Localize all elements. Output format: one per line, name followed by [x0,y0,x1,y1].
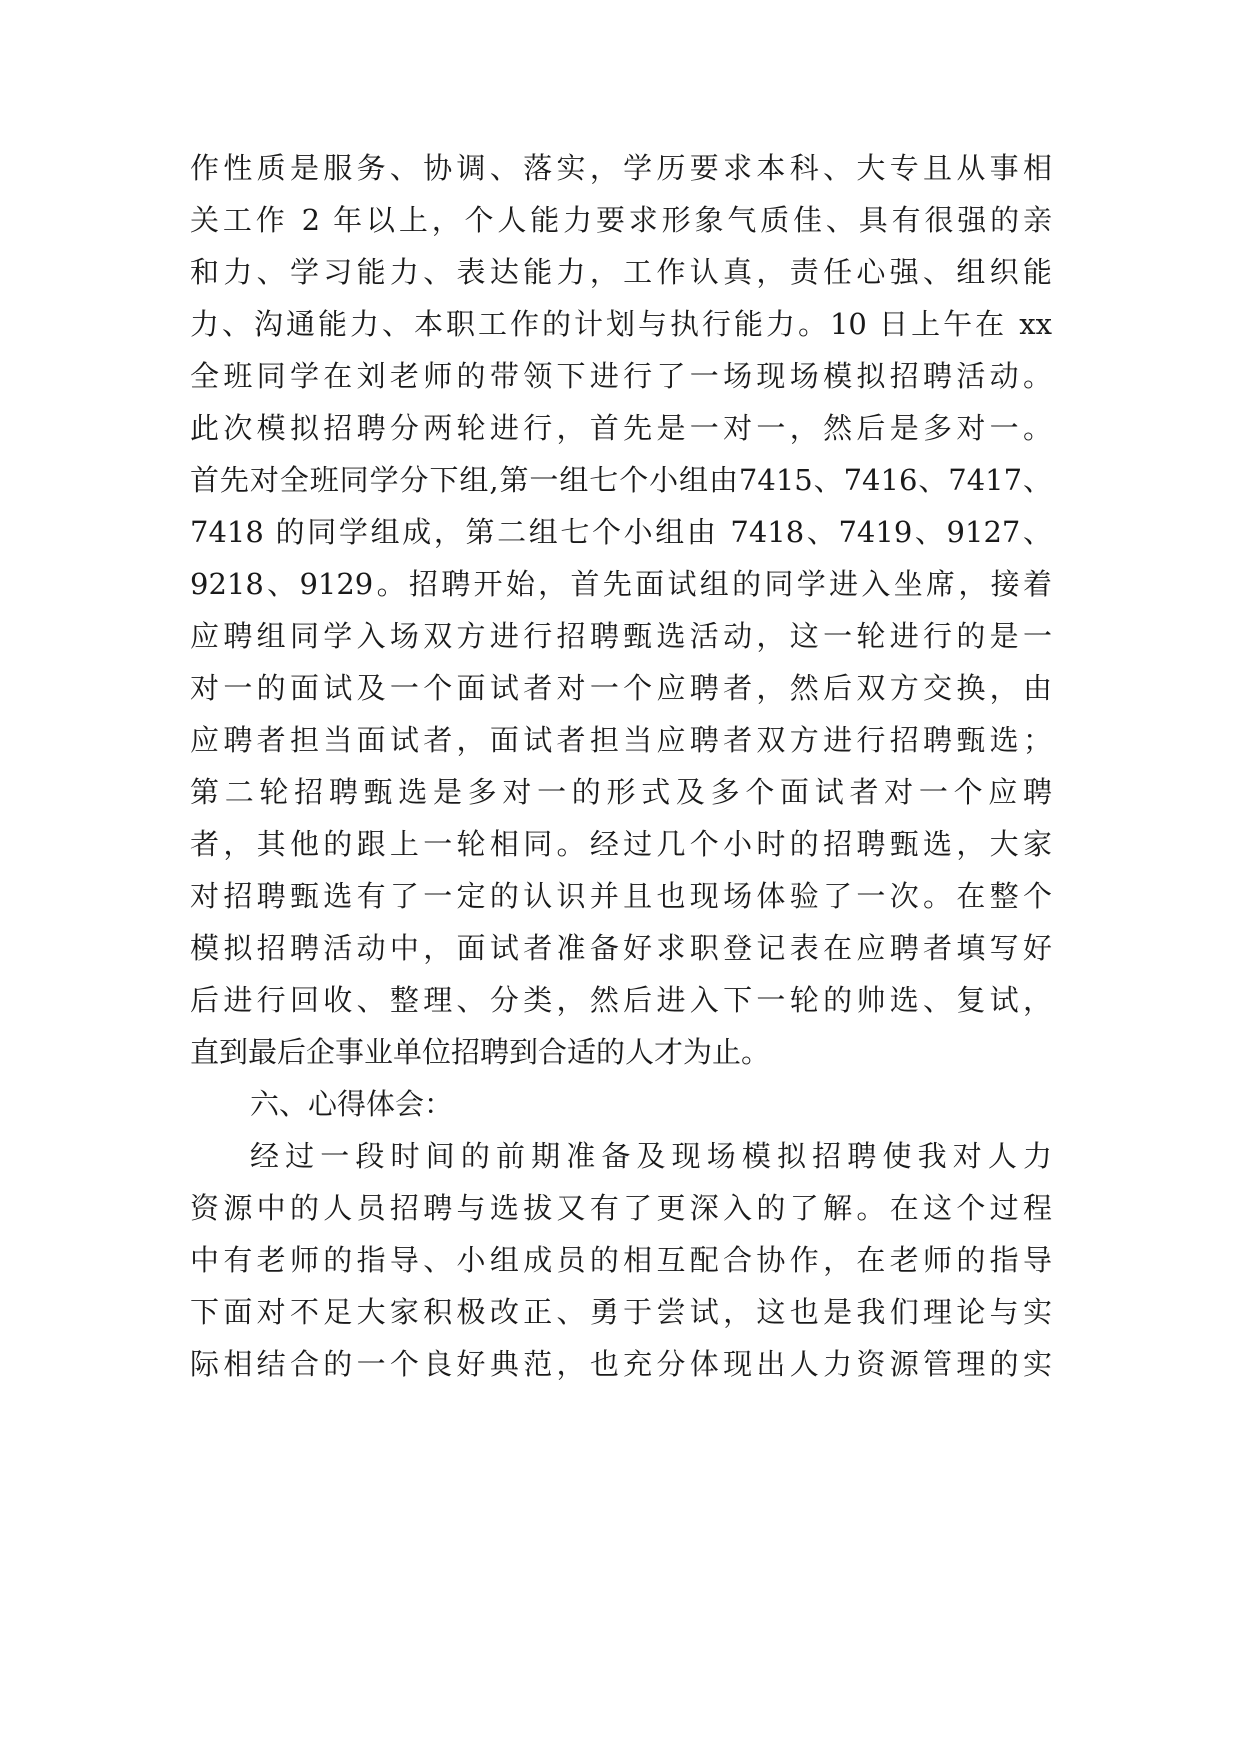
section-heading: 六、心得体会： [250,1087,454,1121]
text-line: 应聘者担当面试者，面试者担当应聘者双方进行招聘甄选； [190,723,1052,757]
text-line: 对一的面试及一个面试者对一个应聘者，然后双方交换，由 [190,671,1052,705]
text-line: 模拟招聘活动中，面试者准备好求职登记表在应聘者填写好 [190,931,1052,965]
text-line: 和力、学习能力、表达能力，工作认真，责任心强、组织能 [190,255,1052,289]
text-line: 9218、9129。招聘开始，首先面试组的同学进入坐席，接着 [190,567,1052,601]
text-line: 经过一段时间的前期准备及现场模拟招聘使我对人力 [250,1139,1052,1173]
text-line: 对招聘甄选有了一定的认识并且也现场体验了一次。在整个 [190,879,1052,913]
text-line: 资源中的人员招聘与选拔又有了更深入的了解。在这个过程 [190,1191,1052,1225]
text-line: 此次模拟招聘分两轮进行，首先是一对一，然后是多对一。 [190,411,1052,445]
text-line: 力、沟通能力、本职工作的计划与执行能力。10 日上午在 xx [190,307,1052,341]
text-line: 应聘组同学入场双方进行招聘甄选活动，这一轮进行的是一 [190,619,1052,653]
text-line: 中有老师的指导、小组成员的相互配合协作，在老师的指导 [190,1243,1052,1277]
text-line: 直到最后企事业单位招聘到合适的人才为止。 [190,1035,771,1069]
text-line: 后进行回收、整理、分类，然后进入下一轮的帅选、复试， [190,983,1052,1017]
text-line: 作性质是服务、协调、落实，学历要求本科、大专且从事相 [190,151,1052,185]
text-line: 际相结合的一个良好典范，也充分体现出人力资源管理的实 [190,1347,1052,1381]
text-line: 下面对不足大家积极改正、勇于尝试，这也是我们理论与实 [190,1295,1052,1329]
text-line: 首先对全班同学分下组,第一组七个小组由7415、7416、7417、 [190,463,1052,497]
text-line: 全班同学在刘老师的带领下进行了一场现场模拟招聘活动。 [190,359,1052,393]
text-line: 者，其他的跟上一轮相同。经过几个小时的招聘甄选，大家 [190,827,1052,861]
text-line: 7418 的同学组成，第二组七个小组由 7418、7419、9127、 [190,515,1052,549]
text-line: 第二轮招聘甄选是多对一的形式及多个面试者对一个应聘 [190,775,1052,809]
text-line: 关工作 2 年以上，个人能力要求形象气质佳、具有很强的亲 [190,203,1052,237]
